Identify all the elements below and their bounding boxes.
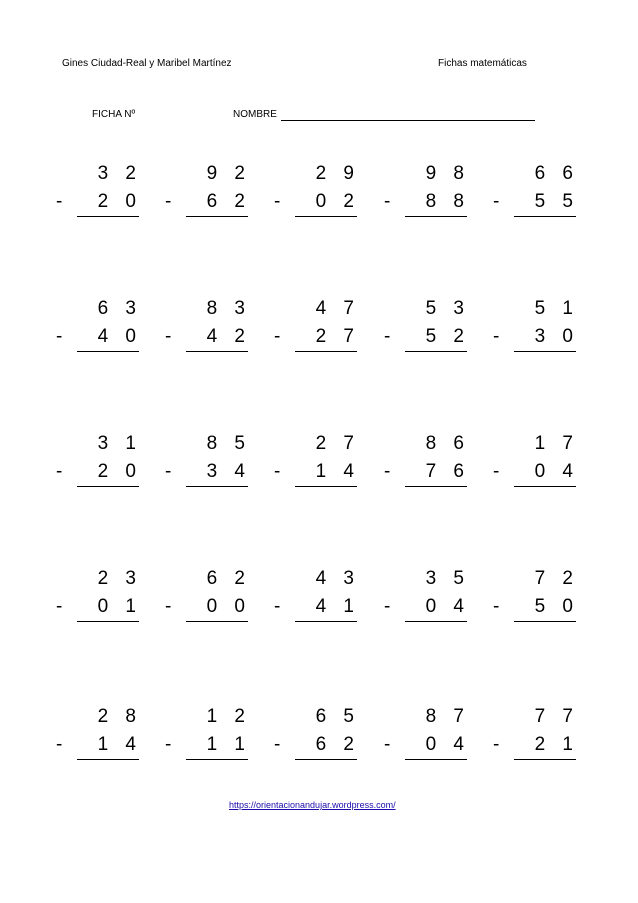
minuend: 8 5 bbox=[206, 433, 251, 454]
minus-sign: - bbox=[493, 461, 500, 482]
subtraction-problem bbox=[493, 568, 579, 628]
answer-line bbox=[295, 759, 357, 760]
minuend: 6 2 bbox=[206, 568, 251, 589]
subtraction-problem bbox=[493, 706, 579, 766]
minus-sign: - bbox=[165, 326, 172, 347]
minus-sign: - bbox=[274, 191, 281, 212]
answer-line bbox=[405, 351, 467, 352]
answer-line bbox=[77, 759, 139, 760]
minus-sign: - bbox=[493, 596, 500, 617]
minus-sign: - bbox=[56, 734, 63, 755]
minuend: 2 9 bbox=[315, 163, 360, 184]
answer-line bbox=[514, 351, 576, 352]
minuend: 4 3 bbox=[315, 568, 360, 589]
minuend: 2 3 bbox=[97, 568, 142, 589]
answer-line bbox=[405, 486, 467, 487]
minuend: 6 3 bbox=[97, 298, 142, 319]
minus-sign: - bbox=[384, 326, 391, 347]
minuend: 3 2 bbox=[97, 163, 142, 184]
minus-sign: - bbox=[165, 734, 172, 755]
minuend: 8 3 bbox=[206, 298, 251, 319]
subtrahend: 0 1 bbox=[97, 596, 142, 617]
subtrahend: 3 4 bbox=[206, 461, 251, 482]
subtraction-problem bbox=[274, 568, 360, 628]
minus-sign: - bbox=[384, 596, 391, 617]
subtrahend: 4 1 bbox=[315, 596, 360, 617]
minus-sign: - bbox=[56, 326, 63, 347]
minus-sign: - bbox=[384, 734, 391, 755]
subtraction-problem bbox=[384, 298, 470, 358]
subtraction-problem bbox=[165, 163, 251, 223]
subtraction-problem bbox=[384, 568, 470, 628]
subtrahend: 1 4 bbox=[97, 734, 142, 755]
minuend: 9 2 bbox=[206, 163, 251, 184]
minuend: 5 1 bbox=[534, 298, 579, 319]
minuend: 4 7 bbox=[315, 298, 360, 319]
subtrahend: 1 4 bbox=[315, 461, 360, 482]
answer-line bbox=[186, 621, 248, 622]
answer-line bbox=[186, 351, 248, 352]
answer-line bbox=[295, 486, 357, 487]
subject-header: Fichas matemáticas bbox=[438, 58, 527, 69]
minuend: 9 8 bbox=[425, 163, 470, 184]
subtraction-problem bbox=[493, 163, 579, 223]
minuend: 3 5 bbox=[425, 568, 470, 589]
answer-line bbox=[295, 216, 357, 217]
minus-sign: - bbox=[56, 461, 63, 482]
answer-line bbox=[77, 216, 139, 217]
ficha-label: FICHA Nº bbox=[92, 109, 136, 120]
minuend: 1 7 bbox=[534, 433, 579, 454]
subtrahend: 6 2 bbox=[206, 191, 251, 212]
subtraction-problem bbox=[274, 298, 360, 358]
answer-line bbox=[186, 486, 248, 487]
minuend: 3 1 bbox=[97, 433, 142, 454]
minus-sign: - bbox=[274, 596, 281, 617]
subtrahend: 0 4 bbox=[425, 596, 470, 617]
minuend: 2 8 bbox=[97, 706, 142, 727]
subtrahend: 3 0 bbox=[534, 326, 579, 347]
subtraction-problem bbox=[165, 568, 251, 628]
subtraction-problem bbox=[493, 298, 579, 358]
subtrahend: 7 6 bbox=[425, 461, 470, 482]
subtrahend: 0 2 bbox=[315, 191, 360, 212]
minus-sign: - bbox=[384, 461, 391, 482]
subtraction-problem bbox=[274, 163, 360, 223]
subtrahend: 2 0 bbox=[97, 461, 142, 482]
minuend: 6 5 bbox=[315, 706, 360, 727]
subtrahend: 5 0 bbox=[534, 596, 579, 617]
answer-line bbox=[295, 351, 357, 352]
subtraction-problem bbox=[384, 433, 470, 493]
answer-line bbox=[405, 759, 467, 760]
subtraction-problem bbox=[384, 163, 470, 223]
author-header: Gines Ciudad-Real y Maribel Martínez bbox=[62, 58, 232, 69]
minus-sign: - bbox=[56, 596, 63, 617]
minuend: 6 6 bbox=[534, 163, 579, 184]
minuend: 8 6 bbox=[425, 433, 470, 454]
minus-sign: - bbox=[274, 734, 281, 755]
minus-sign: - bbox=[165, 191, 172, 212]
answer-line bbox=[514, 486, 576, 487]
minuend: 1 2 bbox=[206, 706, 251, 727]
nombre-blank-line[interactable] bbox=[281, 120, 535, 121]
minus-sign: - bbox=[165, 596, 172, 617]
answer-line bbox=[514, 621, 576, 622]
subtrahend: 6 2 bbox=[315, 734, 360, 755]
minuend: 7 2 bbox=[534, 568, 579, 589]
subtraction-problem bbox=[56, 568, 142, 628]
subtrahend: 5 5 bbox=[534, 191, 579, 212]
nombre-label: NOMBRE bbox=[233, 109, 277, 120]
answer-line bbox=[405, 216, 467, 217]
subtrahend: 4 0 bbox=[97, 326, 142, 347]
minus-sign: - bbox=[493, 734, 500, 755]
subtrahend: 2 0 bbox=[97, 191, 142, 212]
subtraction-problem bbox=[165, 298, 251, 358]
answer-line bbox=[295, 621, 357, 622]
minuend: 7 7 bbox=[534, 706, 579, 727]
subtraction-problem bbox=[56, 163, 142, 223]
subtrahend: 5 2 bbox=[425, 326, 470, 347]
answer-line bbox=[186, 759, 248, 760]
answer-line bbox=[405, 621, 467, 622]
answer-line bbox=[77, 486, 139, 487]
answer-line bbox=[77, 621, 139, 622]
subtraction-problem bbox=[165, 433, 251, 493]
subtraction-problem bbox=[56, 706, 142, 766]
subtraction-problem bbox=[493, 433, 579, 493]
minus-sign: - bbox=[384, 191, 391, 212]
minus-sign: - bbox=[493, 326, 500, 347]
answer-line bbox=[514, 216, 576, 217]
footer-link[interactable]: https://orientacionandujar.wordpress.com/ bbox=[229, 800, 396, 810]
subtraction-problem bbox=[274, 706, 360, 766]
subtrahend: 2 7 bbox=[315, 326, 360, 347]
minus-sign: - bbox=[165, 461, 172, 482]
minuend: 2 7 bbox=[315, 433, 360, 454]
subtrahend: 0 4 bbox=[425, 734, 470, 755]
subtrahend: 4 2 bbox=[206, 326, 251, 347]
minus-sign: - bbox=[274, 461, 281, 482]
minus-sign: - bbox=[493, 191, 500, 212]
subtrahend: 0 0 bbox=[206, 596, 251, 617]
answer-line bbox=[186, 216, 248, 217]
answer-line bbox=[77, 351, 139, 352]
subtrahend: 0 4 bbox=[534, 461, 579, 482]
minuend: 5 3 bbox=[425, 298, 470, 319]
minus-sign: - bbox=[274, 326, 281, 347]
subtraction-problem bbox=[56, 298, 142, 358]
subtraction-problem bbox=[165, 706, 251, 766]
subtrahend: 2 1 bbox=[534, 734, 579, 755]
minus-sign: - bbox=[56, 191, 63, 212]
answer-line bbox=[514, 759, 576, 760]
subtraction-problem bbox=[274, 433, 360, 493]
subtrahend: 1 1 bbox=[206, 734, 251, 755]
minuend: 8 7 bbox=[425, 706, 470, 727]
subtraction-problem bbox=[384, 706, 470, 766]
subtrahend: 8 8 bbox=[425, 191, 470, 212]
subtraction-problem bbox=[56, 433, 142, 493]
